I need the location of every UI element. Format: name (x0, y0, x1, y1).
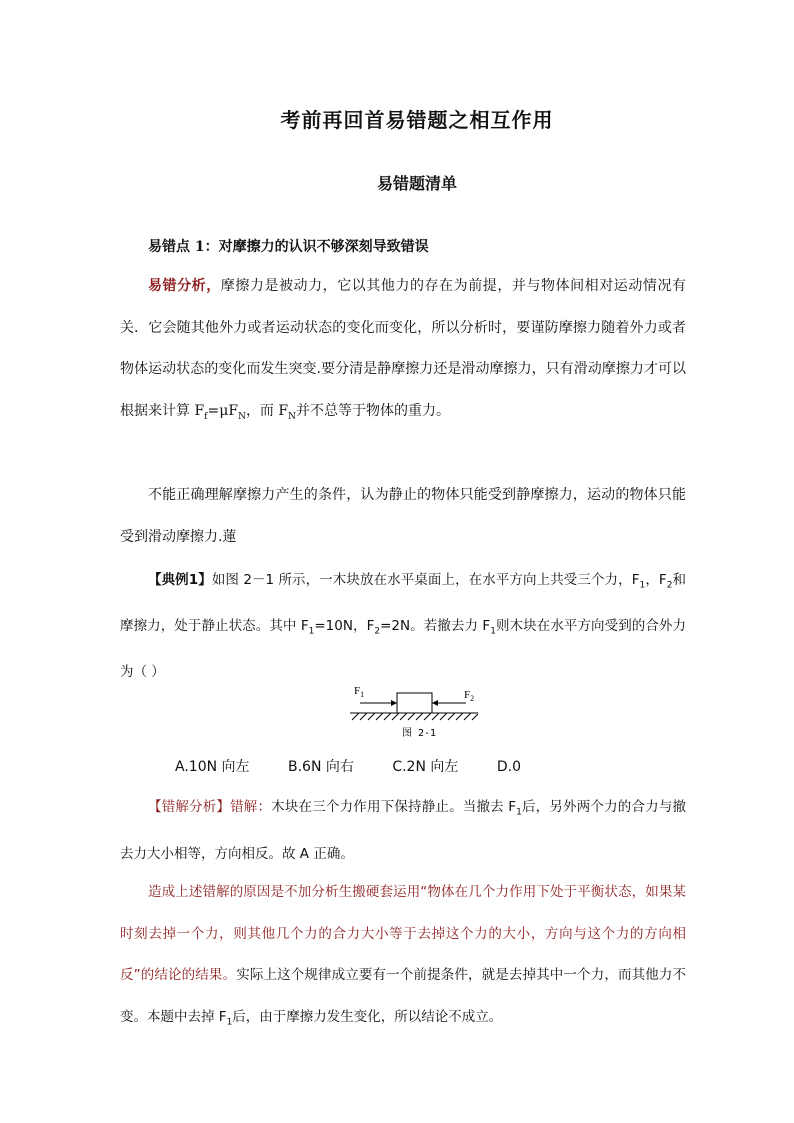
example-label: 【典例1】 (148, 572, 212, 588)
analysis-paragraph (120, 266, 686, 438)
answer-options (175, 756, 555, 776)
force-diagram (340, 680, 490, 742)
subscript-n: N (238, 411, 246, 422)
subscript-2: 2 (666, 580, 673, 591)
wrong-label: 【错解分析】错解： (148, 799, 272, 815)
analysis-text-d: 并不总等于物体的重力。 (295, 402, 450, 419)
analysis-text-c: ，而 F (245, 402, 289, 419)
subscript-1b: 1 (308, 626, 315, 637)
subscript-2b: 2 (374, 626, 381, 637)
example-text-d: =10N，F (314, 618, 375, 635)
reason-text-a: 造成上述错解的原因是不加分析生搬硬套运用“物体在几个力作用下处于平衡状态，如果某时刻去掉一个力，则其他几个力的合力大小等于去掉这个力的大小，方向与这个力的方向相反”的结论的结果。 (120, 884, 686, 983)
error-point-heading: 易错点 1：对摩擦力的认识不够深刻导致错误 (148, 239, 429, 255)
figure-caption: 图 2-1 (402, 728, 437, 739)
subscript-1c: 1 (490, 626, 496, 637)
example-text-b: ，F (645, 572, 667, 588)
analysis-label: 易错分析， (148, 278, 221, 294)
subscript-1e: 1 (226, 1017, 233, 1028)
option-a: A.10N 向左 (175, 759, 250, 775)
wrong-solution-paragraph (120, 787, 686, 876)
option-b: B.6N 向右 (287, 759, 354, 775)
reason-text-c: 后，由于摩擦力发生变化，所以结论不成立。 (232, 1008, 503, 1025)
example-text-f: 则木块在水平方向受到的合外力为（ ） (120, 618, 687, 681)
reason-text-b: 实际上这个规律成立要有一个前提条件，就是去掉其中一个力，而其他力不变。本题中去掉 F (120, 967, 686, 1025)
subscript-f: f (204, 411, 208, 422)
subscript-n2: N (288, 411, 296, 422)
analysis-text-b: =μF (207, 402, 239, 419)
option-c: C.2N 向左 (392, 759, 459, 775)
analysis-text-a: 摩擦力是被动力，它以其他力的存在为前提，并与物体间相对运动情况有关．它会随其他外力或者运动状态的变化而变化，所以分析时，要谨防摩擦力随着外力或者物体运动状态的变化而发生突变.要分清是静摩擦力还是滑动摩擦力，只有滑动摩擦力才可以根据来计算 F (120, 278, 687, 419)
subscript-1: 1 (639, 580, 646, 591)
f2-label: $F_2$ (464, 689, 475, 703)
section-subtitle: 易错题清单 (376, 174, 457, 193)
f1-label: $F_1$ (354, 685, 365, 699)
example-paragraph (120, 560, 686, 693)
wrong-text-b: 后，另外两个力的合力与撤去力大小相等，方向相反。故 A 正确。 (120, 799, 687, 863)
f2-arrowhead (432, 700, 438, 706)
example-text-e: =2N。若撤去力 F (380, 618, 491, 635)
condition-paragraph: 不能正确理解摩擦力产生的条件，认为静止的物体只能受到静摩擦力，运动的物体只能受到滑动摩擦力.蓮 (120, 487, 686, 545)
option-d: D.0 (496, 759, 521, 775)
page-title: 考前再回首易错题之相互作用 (280, 108, 554, 132)
table-surface (350, 713, 478, 720)
example-text-a: 如图 2－1 所示，一木块放在水平桌面上，在水平方向上共受三个力，F (211, 572, 640, 588)
wood-block (397, 693, 432, 713)
subscript-1d: 1 (516, 807, 522, 818)
f1-arrowhead (391, 700, 397, 706)
reason-paragraph (120, 872, 686, 1044)
example-text-c: 和摩擦力，处于静止状态。其中 F (120, 572, 687, 635)
wrong-text-a: 木块在三个力作用下保持静止。当撤去 F (271, 799, 517, 815)
